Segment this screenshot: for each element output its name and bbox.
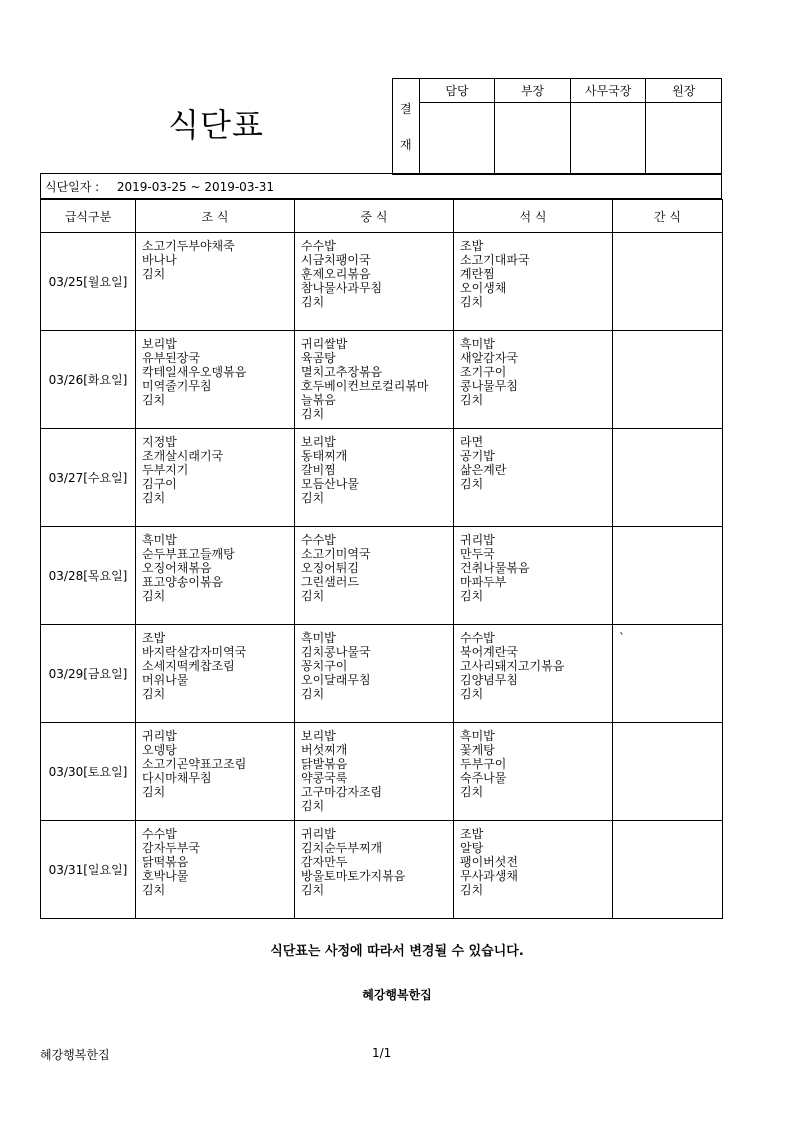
menu-item: 버섯찌개 [301,743,348,757]
menu-item: 알탕 [460,841,484,855]
menu-item: 조밥 [460,827,484,841]
menu-item: 김치 [142,883,166,897]
day-cell: 03/31[일요일] [41,821,136,919]
menu-item: 약콩국룩 [301,771,348,785]
menu-item: 동태찌개 [301,449,348,463]
menu-item: 만두국 [460,547,495,561]
menu-item: 김치 [301,407,325,421]
menu-item: 김치 [301,799,325,813]
menu-item: 방울토마토가지볶음 [301,869,406,883]
lunch-cell [295,723,454,821]
menu-item: 김치 [460,883,484,897]
organization-name: 혜강행복한집 [362,988,432,1002]
menu-item: 흑미밥 [460,729,495,743]
menu-item: 새알감자국 [460,351,518,365]
approval-role-staff: 담당 [419,79,495,103]
menu-item: 다시마채무침 [142,771,212,785]
menu-item: 조기구이 [460,365,507,379]
menu-item-list [613,625,722,645]
menu-row [41,723,723,821]
menu-item-list [613,429,722,435]
approval-role-secretary: 사무국장 [570,79,646,103]
menu-item: 호두베이컨브로컬리볶마 [301,379,429,393]
approval-label-bottom: 재 [400,137,412,152]
menu-item: 김치콩나물국 [301,645,371,659]
menu-item-list [613,331,722,337]
menu-item-list [295,723,453,813]
menu-table-body [41,233,723,919]
menu-item: 김치 [301,687,325,701]
menu-row [41,233,723,331]
menu-item: 흑미밥 [460,337,495,351]
menu-item: 건취나물볶음 [460,561,530,575]
menu-item-list [136,527,294,603]
dinner-cell [454,429,613,527]
menu-item: 오뎅탕 [142,743,177,757]
menu-item: 오징어튀김 [301,561,359,575]
menu-item: 참나물사과무침 [301,281,383,295]
menu-item-list [454,429,612,491]
menu-item: 그린샐러드 [301,575,359,589]
menu-item: 귀리밥 [301,827,336,841]
menu-item: 김치 [142,687,166,701]
approval-label-top: 결 [400,101,412,116]
menu-row [41,821,723,919]
page-title: 식단표 [168,106,264,144]
day-cell: 03/29[금요일] [41,625,136,723]
menu-item: 소고기미역국 [301,547,371,561]
menu-item: ` [619,631,625,645]
menu-item-list [613,527,722,533]
menu-item-list [454,233,612,309]
breakfast-cell [136,723,295,821]
menu-item: 숙주나물 [460,771,507,785]
day-cell: 03/25[월요일] [41,233,136,331]
snack-cell [613,821,723,919]
menu-item: 김치 [460,477,484,491]
menu-item: 멸치고추장볶음 [301,365,383,379]
menu-item: 늘볶음 [301,393,336,407]
menu-item: 라면 [460,435,484,449]
menu-item: 흑미밥 [142,533,177,547]
lunch-cell [295,233,454,331]
menu-item-list [454,723,612,799]
menu-item-list [136,331,294,407]
approval-sign-secretary [570,103,646,175]
menu-item: 김치 [460,687,484,701]
menu-item: 칵테일새우오뎅볶음 [142,365,247,379]
menu-item: 콩나물무침 [460,379,518,393]
menu-item: 순두부표고들깨탕 [142,547,235,561]
snack-cell [613,625,723,723]
menu-item: 표고양송이볶음 [142,575,224,589]
menu-item-list [613,723,722,729]
menu-item: 고사리돼지고기볶음 [460,659,565,673]
dinner-cell [454,331,613,429]
approval-sign-staff [419,103,495,175]
menu-row [41,429,723,527]
breakfast-cell [136,527,295,625]
menu-item: 귀리쌀밥 [301,337,348,351]
menu-item: 소세지떡케찹조림 [142,659,235,673]
menu-item: 김치 [301,589,325,603]
menu-item: 소고기두부야채죽 [142,239,235,253]
lunch-cell [295,527,454,625]
menu-item-list [295,429,453,505]
period-value: 2019-03-25 ~ 2019-03-31 [116,180,275,194]
day-cell: 03/30[토요일] [41,723,136,821]
menu-item: 꽁치구이 [301,659,348,673]
approval-role-manager: 부장 [495,79,571,103]
snack-cell [613,331,723,429]
menu-item: 무사과생채 [460,869,518,883]
menu-item-list [136,429,294,505]
menu-item: 김구이 [142,477,177,491]
menu-item: 김치 [142,491,166,505]
menu-item-list [295,821,453,897]
approval-box [392,78,722,175]
menu-item: 김치 [142,589,166,603]
menu-item: 김치 [142,267,166,281]
menu-item-list [454,625,612,701]
menu-item: 두부구이 [460,757,507,771]
menu-item: 바지락살감자미역국 [142,645,247,659]
menu-item: 북어계란국 [460,645,518,659]
menu-item-list [613,821,722,827]
menu-item: 김치순두부찌개 [301,841,383,855]
menu-item: 김치 [460,785,484,799]
menu-item: 머위나물 [142,673,189,687]
approval-sign-manager [495,103,571,175]
approval-sign-director [646,103,722,175]
approval-role-director: 원장 [646,79,722,103]
menu-item: 꽃게탕 [460,743,495,757]
menu-item: 귀리밥 [142,729,177,743]
menu-item: 김치 [301,883,325,897]
menu-item: 김양념무침 [460,673,518,687]
menu-item: 보리밥 [301,435,336,449]
menu-item-list [454,331,612,407]
page-number: 1/1 [372,1046,392,1060]
day-cell: 03/27[수요일] [41,429,136,527]
menu-item: 두부지기 [142,463,189,477]
menu-item: 김치 [301,491,325,505]
menu-period [40,173,722,199]
notice-text: 식단표는 사정에 따라서 변경될 수 있습니다. [270,944,524,959]
menu-item: 갈비찜 [301,463,336,477]
menu-item: 김치 [460,589,484,603]
menu-item: 마파두부 [460,575,507,589]
snack-cell [613,233,723,331]
lunch-cell [295,821,454,919]
menu-item: 시금치팽이국 [301,253,371,267]
menu-item-list [613,233,722,239]
dinner-cell [454,527,613,625]
menu-item: 김치 [301,295,325,309]
dinner-cell [454,723,613,821]
menu-item: 모듬산나물 [301,477,359,491]
dinner-cell [454,821,613,919]
menu-item-list [295,331,453,421]
breakfast-cell [136,331,295,429]
menu-item: 오징어채볶음 [142,561,212,575]
menu-item: 감자만두 [301,855,348,869]
document-header [40,78,722,174]
menu-item: 수수밥 [301,533,336,547]
menu-item: 오이생채 [460,281,507,295]
menu-item: 호박나물 [142,869,189,883]
period-label: 식단일자 : [45,180,100,194]
menu-item-list [136,723,294,799]
menu-item: 김치 [142,785,166,799]
menu-item: 소고기대파국 [460,253,530,267]
menu-item: 오이달래무침 [301,673,371,687]
menu-item-list [295,527,453,603]
lunch-cell [295,331,454,429]
menu-item-list [454,821,612,897]
snack-cell [613,429,723,527]
snack-cell [613,527,723,625]
menu-item: 보리밥 [301,729,336,743]
approval-label [393,79,420,175]
menu-item: 닭떡볶음 [142,855,189,869]
menu-row [41,331,723,429]
column-header-dinner: 석 식 [454,200,613,233]
menu-item: 수수밥 [142,827,177,841]
menu-item: 조밥 [142,631,166,645]
breakfast-cell [136,233,295,331]
menu-item-list [295,625,453,701]
column-header-category: 급식구분 [41,200,136,233]
menu-item: 닭발볶음 [301,757,348,771]
dinner-cell [454,625,613,723]
menu-item: 지정밥 [142,435,177,449]
menu-item: 팽이버섯전 [460,855,518,869]
column-header-snack: 간 식 [613,200,723,233]
title-area [40,78,392,174]
menu-item: 감자두부국 [142,841,200,855]
menu-table [40,199,723,919]
menu-row [41,625,723,723]
menu-item: 수수밥 [301,239,336,253]
day-cell: 03/28[목요일] [41,527,136,625]
menu-item: 삶은계란 [460,463,507,477]
breakfast-cell [136,429,295,527]
menu-row [41,527,723,625]
menu-item: 훈제오리볶음 [301,267,371,281]
menu-item: 보리밥 [142,337,177,351]
menu-item-list [136,625,294,701]
menu-item: 고구마감자조림 [301,785,383,799]
breakfast-cell [136,625,295,723]
menu-item: 흑미밥 [301,631,336,645]
menu-item-list [136,821,294,897]
snack-cell [613,723,723,821]
day-cell: 03/26[화요일] [41,331,136,429]
menu-item-list [295,233,453,309]
menu-item: 김치 [460,295,484,309]
menu-item: 수수밥 [460,631,495,645]
column-header-breakfast: 조 식 [136,200,295,233]
breakfast-cell [136,821,295,919]
menu-item: 김치 [142,393,166,407]
menu-item: 조밥 [460,239,484,253]
menu-item-list [136,233,294,281]
menu-item: 공기밥 [460,449,495,463]
menu-item: 육곰탕 [301,351,336,365]
menu-item: 귀리밥 [460,533,495,547]
menu-item: 유부된장국 [142,351,200,365]
menu-item: 계란찜 [460,267,495,281]
footer-organization: 혜강행복한집 [40,1048,110,1062]
lunch-cell [295,625,454,723]
menu-item: 소고기곤약표고조림 [142,757,247,771]
dinner-cell [454,233,613,331]
column-header-lunch: 중 식 [295,200,454,233]
menu-item: 미역줄기무침 [142,379,212,393]
menu-item: 바나나 [142,253,177,267]
menu-item: 김치 [460,393,484,407]
lunch-cell [295,429,454,527]
menu-item: 조개살시래기국 [142,449,224,463]
menu-item-list [454,527,612,603]
